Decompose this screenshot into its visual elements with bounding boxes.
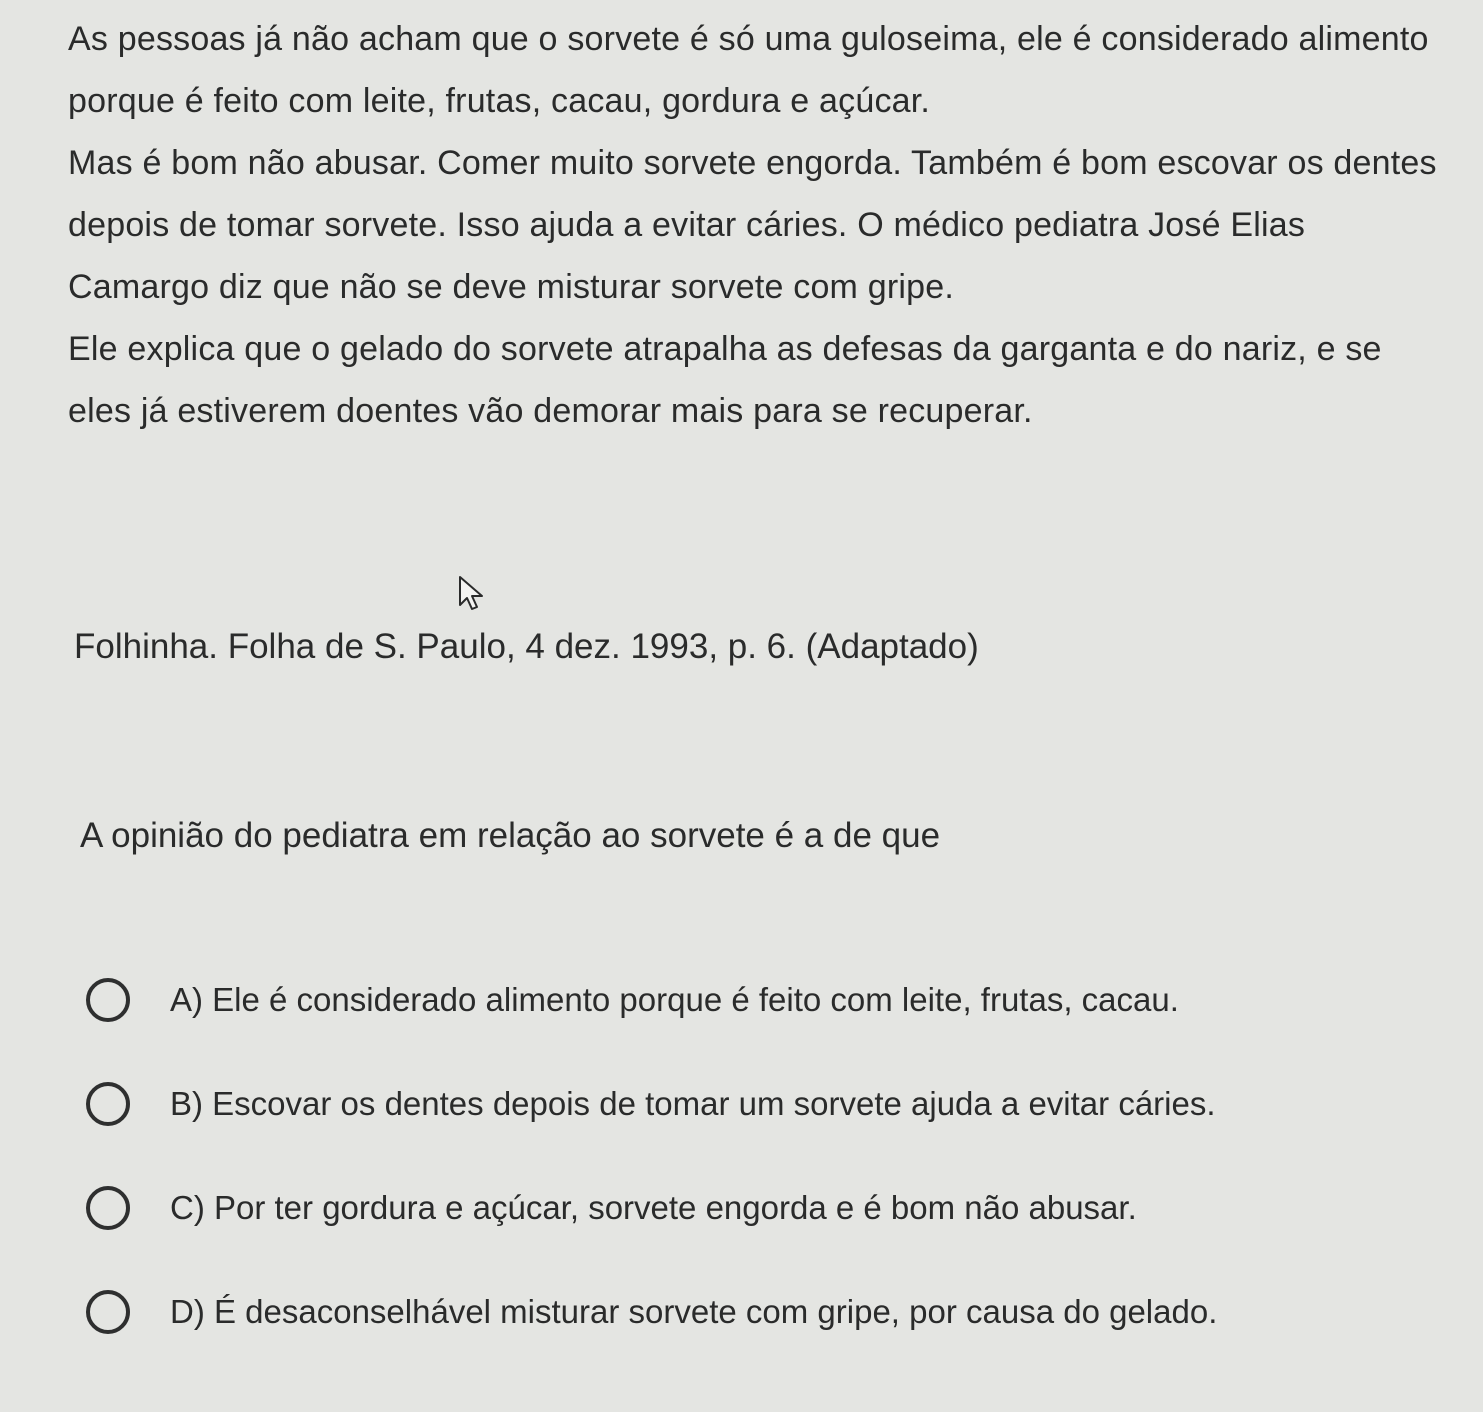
reading-passage (68, 8, 1448, 442)
passage-paragraph-3: Ele explica que o gelado do sorvete atrapalha as defesas da garganta e do nariz, e se eles já estiverem doentes vão demorar mais para se recuperar. (68, 330, 1382, 430)
mouse-pointer-icon (458, 575, 488, 615)
option-d[interactable] (80, 1260, 1460, 1364)
option-label: D) É desaconselhável misturar sorvete com gripe, por causa do gelado. (170, 1293, 1218, 1330)
option-b[interactable] (80, 1052, 1460, 1156)
answer-options (80, 948, 1460, 1364)
passage-paragraph-2: Mas é bom não abusar. Comer muito sorvete engorda. Também é bom escovar os dentes depois de tomar sorvete. Isso ajuda a evitar cáries. O médico pediatra José Elias Camargo diz que não se deve misturar sorvete com gripe. (68, 144, 1437, 306)
option-label: C) Por ter gordura e açúcar, sorvete engorda e é bom não abusar. (170, 1189, 1137, 1226)
passage-paragraph-1: As pessoas já não acham que o sorvete é só uma guloseima, ele é considerado alimento porque é feito com leite, frutas, cacau, gordura e açúcar. (68, 20, 1429, 120)
radio-unchecked-icon[interactable] (86, 1082, 130, 1126)
option-a[interactable] (80, 948, 1460, 1052)
radio-unchecked-icon[interactable] (86, 978, 130, 1022)
option-label: A) Ele é considerado alimento porque é feito com leite, frutas, cacau. (170, 981, 1179, 1018)
radio-unchecked-icon[interactable] (86, 1186, 130, 1230)
passage-source: Folhinha. Folha de S. Paulo, 4 dez. 1993, p. 6. (Adaptado) (74, 627, 979, 666)
question-text: A opinião do pediatra em relação ao sorvete é a de que (80, 816, 941, 855)
option-c[interactable] (80, 1156, 1460, 1260)
radio-unchecked-icon[interactable] (86, 1290, 130, 1334)
option-label: B) Escovar os dentes depois de tomar um sorvete ajuda a evitar cáries. (170, 1085, 1216, 1122)
